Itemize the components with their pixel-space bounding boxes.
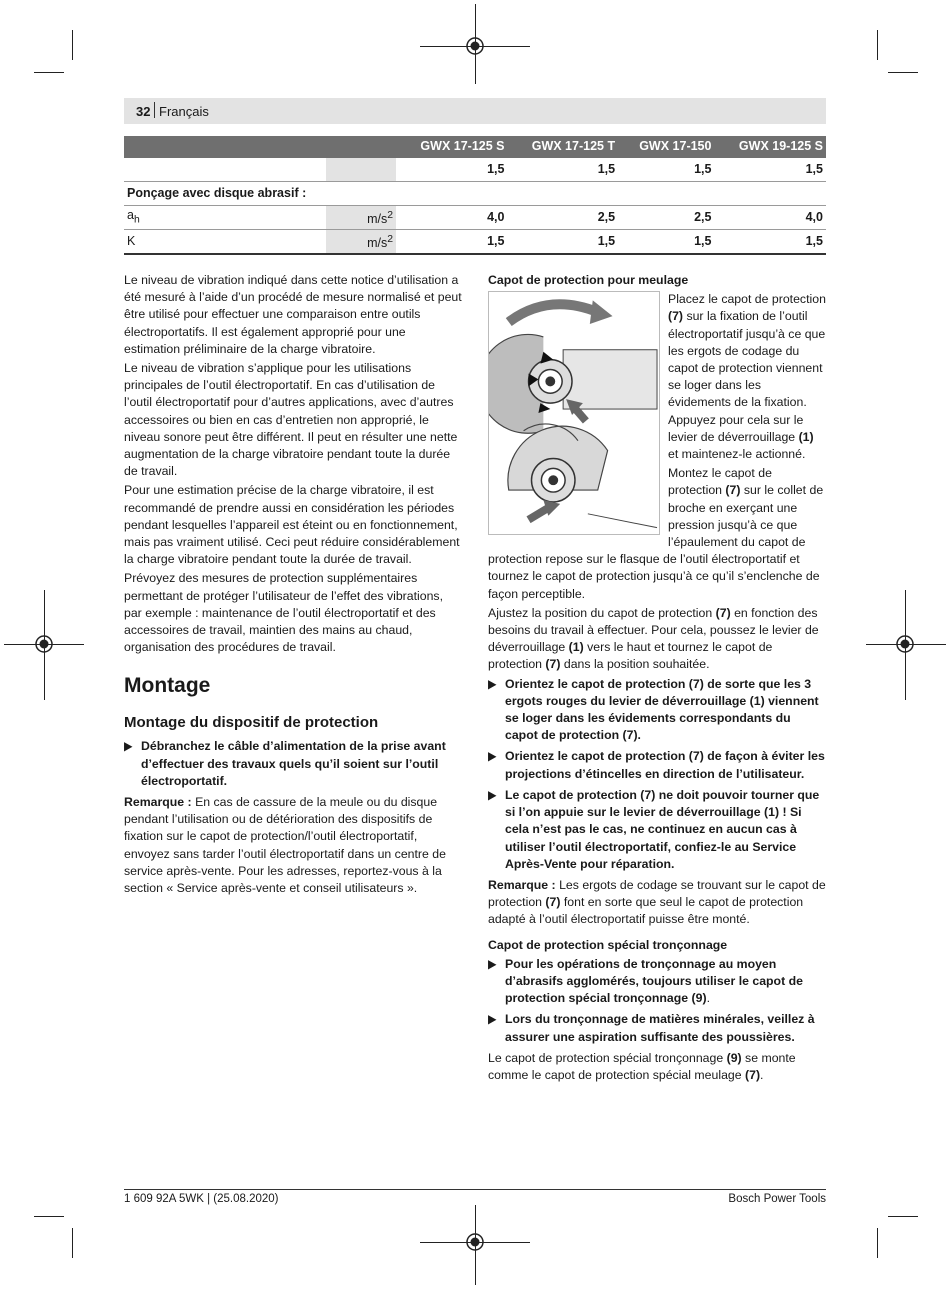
left-column <box>124 272 462 899</box>
unit-superscript: 2 <box>387 233 393 245</box>
reference-number: (7) <box>668 309 684 324</box>
table-cell: 2,5 <box>508 206 619 230</box>
warning-item <box>488 787 826 873</box>
table-unit <box>326 230 396 255</box>
paragraph <box>488 605 826 674</box>
table-cell: 1,5 <box>508 158 619 182</box>
header-divider <box>154 102 155 118</box>
text-run: Ajustez la position du capot de protection <box>488 605 716 620</box>
triangle-right-icon: ▶ <box>488 787 497 802</box>
registration-target-icon <box>29 629 59 659</box>
table-row-label <box>124 230 326 255</box>
triangle-right-icon: ▶ <box>488 676 497 691</box>
text-run: Les ergots de codage se trouvant sur le capot de protection <box>488 877 826 910</box>
table-cell: 1,5 <box>396 158 508 182</box>
table-cell: 4,0 <box>714 206 826 230</box>
table-cell: 1,5 <box>714 158 826 182</box>
header-language: Français <box>159 104 209 119</box>
table-cell: 1,5 <box>508 230 619 255</box>
footer-brand: Bosch Power Tools <box>728 1193 826 1205</box>
text-run: Montez le capot de protection <box>668 466 772 498</box>
reference-number: (9) <box>726 1050 742 1065</box>
page-header <box>124 98 826 124</box>
paragraph: Prévoyez des mesures de protection supplémentaires permettant de protéger l’utilisateur de l’effet des vibrations, par exemple : maintenance de l’outil électroportatif et des accessoires de travail, maintien des mains au chaud, organisation des procédures de travail. <box>124 571 443 655</box>
text-run: en fonction des besoins du travail à effectuer. Pour cela, poussez le levier de déverrouillage <box>488 605 819 655</box>
warning-text <box>505 957 803 1005</box>
crop-mark <box>888 72 918 73</box>
table-cell <box>326 158 396 182</box>
section-title: Montage <box>124 674 211 698</box>
text-run: vers le haut et tournez le capot de protection <box>488 640 773 672</box>
reference-number: (9) <box>691 991 707 1006</box>
table-cell: 4,0 <box>396 206 508 230</box>
text-run: . <box>706 991 710 1006</box>
table-header-row <box>124 136 826 158</box>
reference-number: (7) <box>545 895 561 910</box>
vibration-table <box>124 136 826 255</box>
table-column-header: GWX 19-125 S <box>714 136 826 158</box>
triangle-right-icon: ▶ <box>488 956 497 971</box>
guard-mounting-illustration <box>488 291 660 535</box>
table-row-label <box>124 206 326 230</box>
table-header-blank <box>124 136 396 158</box>
text-run: Pour les opérations de tronçonnage au moyen d’abrasifs agglomérés, toujours utiliser le capot de protection spécial tronçonnage <box>505 956 803 1006</box>
triangle-right-icon: ▶ <box>124 739 133 754</box>
reference-number: (7) <box>725 483 741 498</box>
warning-text: Lors du tronçonnage de matières minérales, veillez à assurer une aspiration suffisante des poussières. <box>505 1012 815 1044</box>
text-run: Le capot de protection spécial tronçonnage <box>488 1050 727 1065</box>
text-run: se monte comme le capot de protection spécial meulage <box>488 1050 796 1082</box>
text-run: sur la fixation de l’outil électroportatif jusqu’à ce que les ergots de codage du capot de protection viennent se loger dans les évidements de la fixation. Appuyez pour cela sur le levier de déverrouillage <box>668 309 826 444</box>
table-column-header: GWX 17-125 S <box>396 136 508 158</box>
paragraph: Le niveau de vibration indiqué dans cette notice d’utilisation a été mesuré à l’aide d’un procédé de mesure normalisé et peut être utilisé pour effectuer une comparaison entre outils électroportatifs. Il est également approprié pour une estimation préliminaire de la charge vibratoire. <box>124 273 462 356</box>
reference-number: (1) <box>568 640 584 655</box>
text-run: dans la position souhaitée. <box>560 657 710 672</box>
triangle-right-icon: ▶ <box>488 749 497 764</box>
row-label-subscript: h <box>133 214 140 226</box>
warning-item <box>488 676 826 745</box>
paragraph <box>488 1050 826 1084</box>
row-label-text: a <box>127 207 134 222</box>
table-unit <box>326 206 396 230</box>
warning-text: Débranchez le câble d’alimentation de la prise avant d’effectuer des travaux quels qu’il soient sur l’outil électroportatif. <box>141 739 446 788</box>
remark-text: En cas de cassure de la meule ou du disque pendant l’utilisation ou de détérioration des dispositifs de fixation sur le capot de protection/l’outil électroportatif, envoyez sans tarder l’outil électroportatif dans un centre de service après-vente. Pour les adresses, reportez-vous à la section « Service après-vente et conseil utilisateurs ». <box>124 795 446 896</box>
table-cell: 1,5 <box>618 158 714 182</box>
unit-text: m/s <box>367 235 388 250</box>
crop-mark <box>888 1216 918 1217</box>
crop-mark <box>72 30 73 60</box>
text-run: . <box>760 1067 764 1082</box>
unit-superscript: 2 <box>387 209 393 221</box>
paragraph: Pour une estimation précise de la charge vibratoire, il est recommandé de prendre aussi en considération les périodes pendant lesquelles l’appareil est éteint ou en fonctionnement, mais pas vraiment utilisé. Ceci peut réduire considérablement la charge vibratoire pendant toute la durée de travail. <box>124 483 460 567</box>
crop-mark <box>34 72 64 73</box>
subsection-title: Montage du dispositif de protection <box>124 714 379 732</box>
reference-number: (1) <box>798 429 814 444</box>
text-run: sur le collet de broche en exerçant une pression jusqu’à ce que l’épaulement du capot de protection repose sur le flasque de l’outil électroportatif et tournez le capot de protection jusqu’à ce qu’il s’enclenche de façon perceptible. <box>488 483 824 601</box>
registration-target-icon <box>460 31 490 61</box>
remark-paragraph <box>488 877 826 929</box>
remark-label: Remarque : <box>124 795 192 810</box>
table-row <box>124 230 826 255</box>
crop-mark <box>877 30 878 60</box>
remark-paragraph <box>124 794 462 897</box>
crop-mark <box>877 1228 878 1258</box>
table-column-header: GWX 17-125 T <box>508 136 619 158</box>
table-cell: 2,5 <box>618 206 714 230</box>
warning-item <box>124 738 462 790</box>
reference-number: (7) <box>545 657 561 672</box>
text-run: et maintenez-le actionné. <box>668 447 806 462</box>
table-row <box>124 206 826 230</box>
reference-number: (7) <box>745 1067 761 1082</box>
table-row <box>124 158 826 182</box>
warning-text: Le capot de protection (7) ne doit pouvoir tourner que si l’on appuie sur le levier de déverrouillage (1) ! Si cela n’est pas le cas, ne continuez en aucun cas à utiliser l’outil électroportatif, confiez-le au Service Après-Vente pour réparation. <box>505 787 820 871</box>
paragraph: Le niveau de vibration s’applique pour les utilisations principales de l’outil électroportatif. En cas d’utilisation de l’outil électroportatif pour d’autres applications, avec d’autres accessoires ou bien en cas d’entretien non approprié, le niveau sonore peut être différent. Il peut en résulter une nette augmentation de la charge vibratoire pendant toute la durée de travail. <box>124 361 458 479</box>
page-number: 32 <box>136 104 151 119</box>
right-column <box>488 272 826 1086</box>
row-label-text: K <box>127 233 136 248</box>
table-cell <box>124 158 326 182</box>
table-column-header: GWX 17-150 <box>618 136 714 158</box>
warning-item <box>488 748 826 782</box>
reference-number: (7) <box>715 605 731 620</box>
remark-label: Remarque : <box>488 877 556 892</box>
subheading: Capot de protection spécial tronçonnage <box>488 937 728 952</box>
table-cell: 1,5 <box>396 230 508 255</box>
table-cell: 1,5 <box>618 230 714 255</box>
crop-mark <box>34 1216 64 1217</box>
warning-item <box>488 956 826 1008</box>
footer-divider <box>124 1189 826 1190</box>
registration-target-icon <box>890 629 920 659</box>
crop-mark <box>72 1228 73 1258</box>
footer-doc-id: 1 609 92A 5WK | (25.08.2020) <box>124 1193 279 1205</box>
table-cell: 1,5 <box>714 230 826 255</box>
subheading: Capot de protection pour meulage <box>488 273 689 287</box>
registration-target-icon <box>460 1227 490 1257</box>
warning-text: Orientez le capot de protection (7) de sorte que les 3 ergots rouges du levier de déverrouillage (1) viennent se loger dans les évidements correspondants du capot de protection (7). <box>505 676 819 743</box>
text-run: Placez le capot de protection <box>668 292 826 307</box>
table-section-row <box>124 182 826 206</box>
unit-text: m/s <box>367 211 388 226</box>
table-section-label: Ponçage avec disque abrasif : <box>124 182 826 206</box>
triangle-right-icon: ▶ <box>488 1012 497 1027</box>
warning-text: Orientez le capot de protection (7) de façon à éviter les projections d’étincelles en direction de l’utilisateur. <box>505 749 825 781</box>
warning-item <box>488 1011 826 1045</box>
text-run: font en sorte que seul le capot de protection adapté à l’outil électroportatif puisse être monté. <box>488 895 804 927</box>
